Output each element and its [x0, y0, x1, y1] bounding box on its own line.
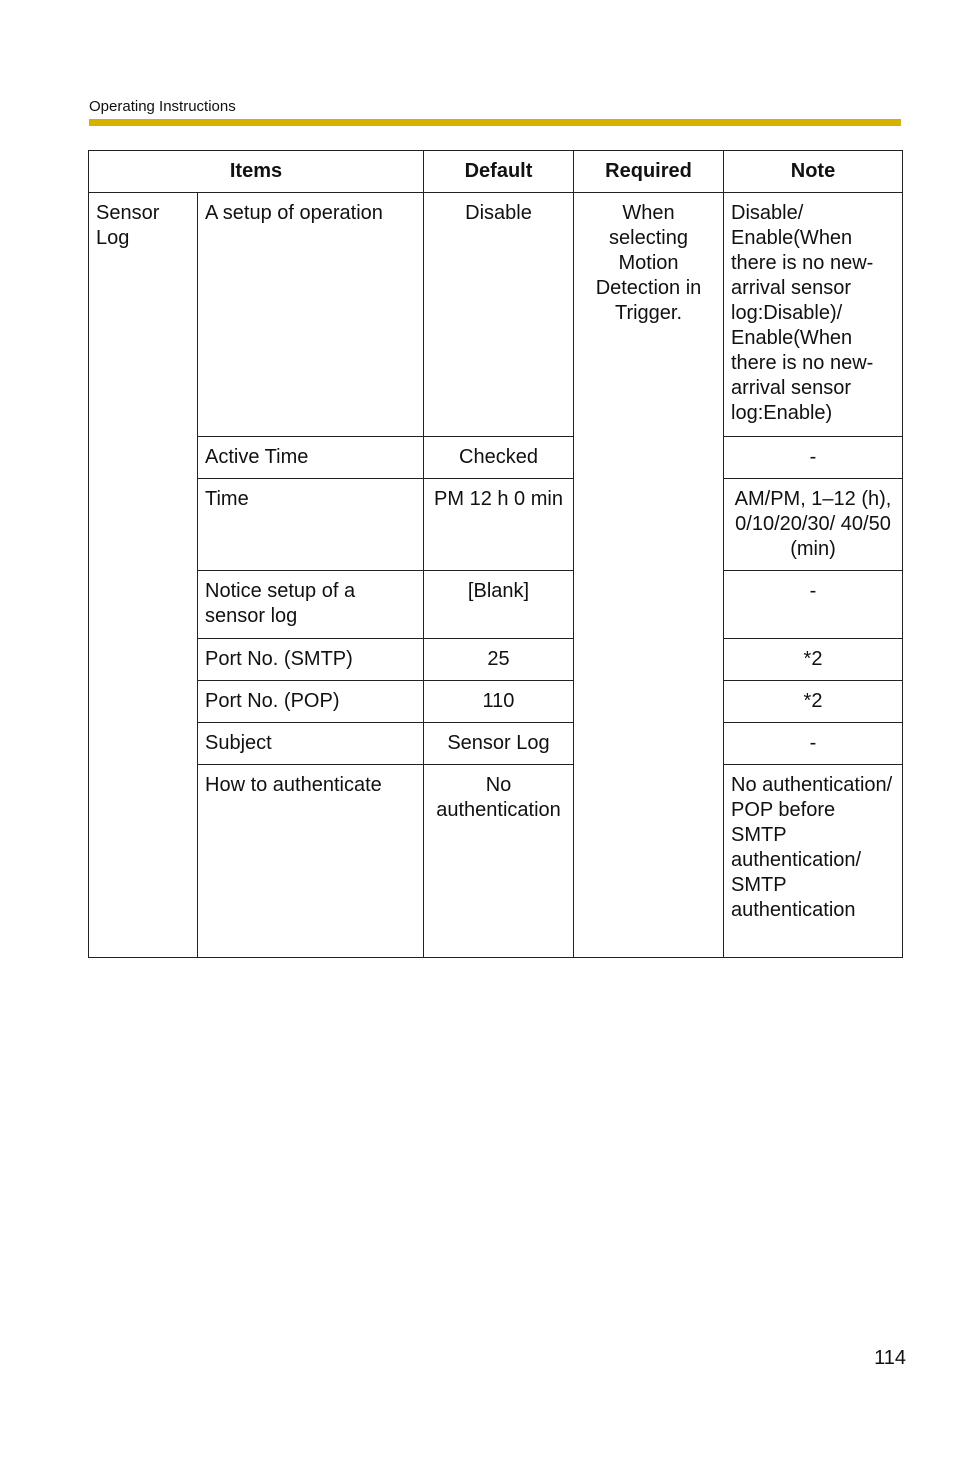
page-number: 114	[874, 1347, 906, 1369]
column-header-note: Note	[724, 151, 903, 193]
default-cell: 25	[424, 639, 574, 681]
default-cell: Checked	[424, 437, 574, 479]
note-cell: -	[724, 723, 903, 765]
note-cell: AM/PM, 1–12 (h), 0/10/20/30/ 40/50 (min)	[724, 479, 903, 571]
table-row	[89, 479, 903, 571]
required-cell: When selecting Motion Detection in Trigger.	[574, 193, 724, 958]
item-cell: Subject	[198, 723, 424, 765]
item-cell: Port No. (SMTP)	[198, 639, 424, 681]
column-header-items: Items	[89, 151, 424, 193]
note-cell: No authentication/ POP before SMTP authentication/ SMTP authentication	[724, 765, 903, 958]
default-cell: PM 12 h 0 min	[424, 479, 574, 571]
table-row	[89, 681, 903, 723]
table-row	[89, 723, 903, 765]
table-header-row	[89, 151, 903, 193]
note-cell: Disable/ Enable(When there is no new-arrival sensor log:Disable)/ Enable(When there is no new-arrival sensor log:Enable)	[724, 193, 903, 437]
note-cell: *2	[724, 639, 903, 681]
table-row	[89, 765, 903, 958]
item-cell: A setup of operation	[198, 193, 424, 437]
default-cell: No authentication	[424, 765, 574, 958]
group-label-sensor-log: Sensor Log	[89, 193, 198, 958]
column-header-required: Required	[574, 151, 724, 193]
settings-table	[88, 150, 903, 958]
default-cell: 110	[424, 681, 574, 723]
header-rule	[89, 119, 901, 126]
item-cell: Active Time	[198, 437, 424, 479]
default-cell: Sensor Log	[424, 723, 574, 765]
table-row	[89, 571, 903, 639]
running-header: Operating Instructions	[89, 98, 236, 115]
item-cell: Port No. (POP)	[198, 681, 424, 723]
note-cell: -	[724, 437, 903, 479]
column-header-default: Default	[424, 151, 574, 193]
table-row	[89, 639, 903, 681]
table-row	[89, 437, 903, 479]
default-cell: [Blank]	[424, 571, 574, 639]
item-cell: How to authenticate	[198, 765, 424, 958]
note-cell: *2	[724, 681, 903, 723]
table-row	[89, 193, 903, 437]
default-cell: Disable	[424, 193, 574, 437]
item-cell: Notice setup of a sensor log	[198, 571, 424, 639]
note-cell: -	[724, 571, 903, 639]
item-cell: Time	[198, 479, 424, 571]
